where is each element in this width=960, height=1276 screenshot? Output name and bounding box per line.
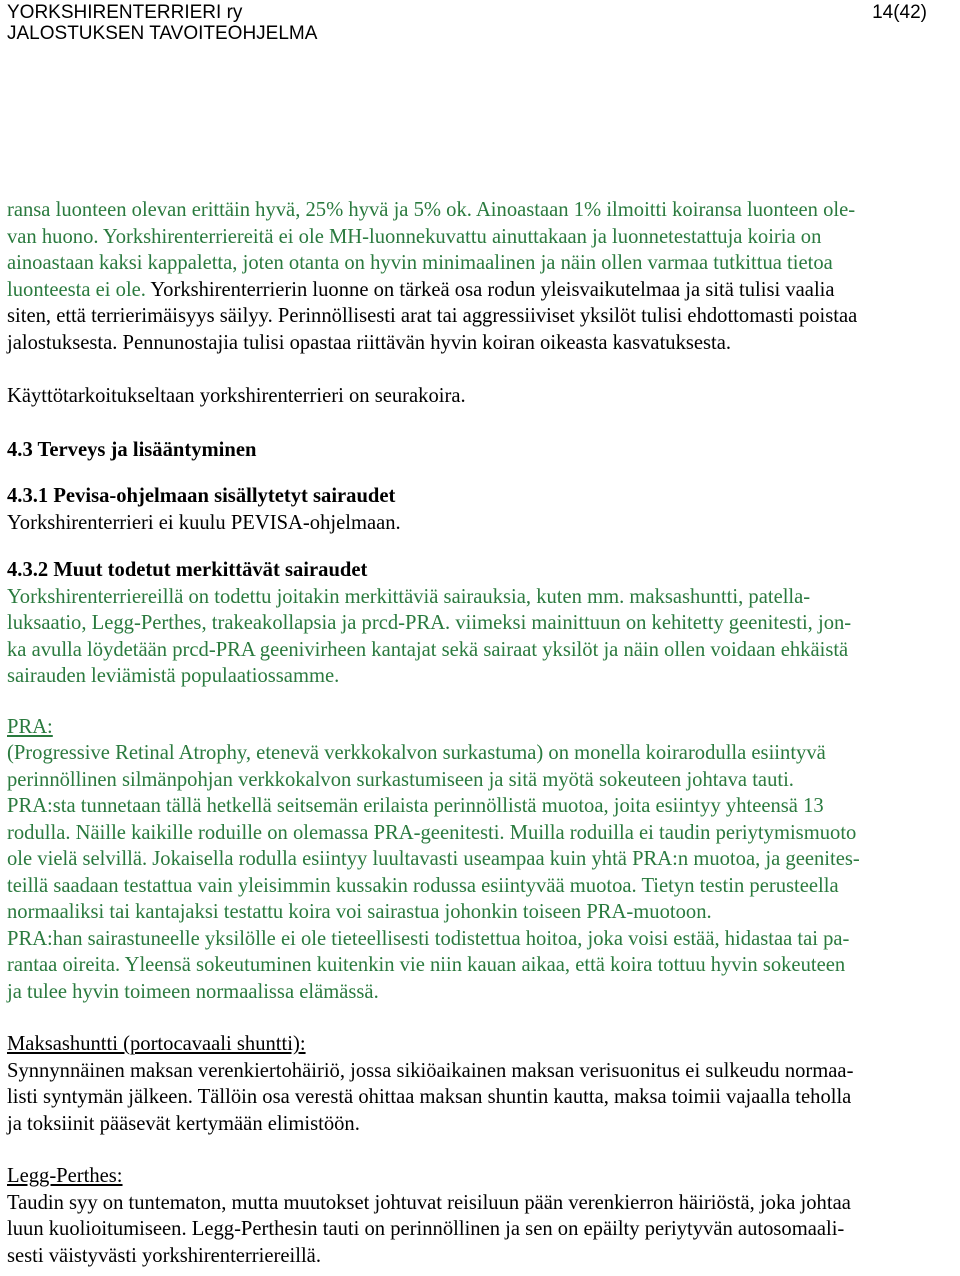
text-line <box>7 277 955 304</box>
temperament-paragraph <box>7 197 955 356</box>
text-line: teillä saadaan testattua vain yleisimmin kussakin rodussa esiintyvää muotoa. Tietyn testin perusteella <box>7 874 839 897</box>
text-line: ja toksiinit pääsevät kertymään elimistöön. <box>7 1112 360 1135</box>
usage-text: Käyttötarkoitukseltaan yorkshirenterrieri on seurakoira. <box>7 385 466 407</box>
text-line: normaaliksi tai kantajaksi testattu koira voi sairastua johonkin toiseen PRA-muotoon. <box>7 901 712 923</box>
document-body <box>7 197 955 1269</box>
text-line: PRA:sta tunnetaan tällä hetkellä seitsemän erilaista perinnöllistä muotoa, joita esiintyy yhteensä 13 <box>7 795 824 817</box>
shunt-title: Maksashuntti (portocavaali shuntti): <box>7 1033 306 1055</box>
text-line: PRA:han sairastuneelle yksilölle ei ole tieteellisesti todistettua hoitoa, joka voisi estää, hidastaa tai pa- <box>7 927 850 950</box>
pra-title: PRA: <box>7 715 53 738</box>
legg-perthes-section <box>7 1163 955 1269</box>
text-line: van huono. Yorkshirenterriereitä ei ole MH-luonnekuvattu ainuttakaan ja luonnetestattuja koiria on <box>7 225 822 248</box>
text-line: Synnynnäinen maksan verenkiertohäiriö, jossa sikiöaikainen maksan verisuonitus ei sulkeudu normaa- <box>7 1059 854 1082</box>
text-line: jalostuksesta. Pennunostajia tulisi opastaa riittävän hyvin koiran oikeasta kasvatuksesta. <box>7 331 732 354</box>
text-line: ja tulee hyvin toimeen normaalissa elämässä. <box>7 980 379 1003</box>
legg-perthes-title: Legg-Perthes: <box>7 1165 123 1187</box>
diseases-paragraph <box>7 584 955 690</box>
text-line: Taudin syy on tuntematon, mutta muutokset johtuvat reisiluun pään verenkierron häiriöstä, joka johtaa <box>7 1191 851 1214</box>
text-line: rodulla. Näille kaikille roduille on olemassa PRA-geenitesti. Muilla roduilla ei taudin periytymismuoto <box>7 821 857 844</box>
section-heading-4-3: 4.3 Terveys ja lisääntyminen <box>7 438 257 461</box>
text-line: perinnöllinen silmänpohjan verkkokalvon surkastumiseen ja sitä myötä sokeuteen johtava tauti. <box>7 768 794 791</box>
text-line: ole vielä selvillä. Jokaisella rodulla esiintyy luultavasti useampaa kuin yhtä PRA:n muotoa, ja geenites- <box>7 848 860 870</box>
text-line: luun kuolioitumiseen. Legg-Perthesin tauti on perinnöllinen ja sen on epäilty periytyvän autosomaali- <box>7 1218 845 1240</box>
text-line: (Progressive Retinal Atrophy, etenevä verkkokalvon surkastuma) on monella koirarodulla esiintyvä <box>7 742 826 764</box>
text-fragment: luonteesta ei ole. <box>7 278 146 301</box>
text-line: rantaa oireita. Yleensä sokeutuminen kuitenkin vie niin kauan aikaa, että koira tottuu hyvin sokeuteen <box>7 954 846 976</box>
text-line: sairauden leviämistä populaatiossamme. <box>7 665 340 687</box>
text-line: listi syntymän jälkeen. Tällöin osa verestä ohittaa maksan shuntin kautta, maksa toimii vajaalla teholla <box>7 1086 852 1108</box>
section-heading-4-3-1: 4.3.1 Pevisa-ohjelmaan sisällytetyt sairaudet <box>7 485 396 507</box>
header-document-title: JALOSTUKSEN TAVOITEOHJELMA <box>7 23 318 44</box>
text-line: ainoastaan kaksi kappaletta, joten otanta on hyvin minimaalinen ja näin ollen varmaa tutkittua tietoa <box>7 252 833 274</box>
text-line: siten, että terrierimäisyys säilyy. Perinnöllisesti arat tai aggressiiviset yksilöt tulisi ehdottomasti poistaa <box>7 305 858 327</box>
section-heading-4-3-2: 4.3.2 Muut todetut merkittävät sairaudet <box>7 559 368 581</box>
shunt-section <box>7 1031 955 1137</box>
header-page-number: 14(42) <box>872 2 927 23</box>
text-line: ransa luonteen olevan erittäin hyvä, 25% hyvä ja 5% ok. Ainoastaan 1% ilmoitti koiransa luonteen ole- <box>7 199 856 221</box>
text-line: ka avulla löydetään prcd-PRA geenivirheen kantajat sekä sairaat yksilöt ja näin ollen voidaan ehkäistä <box>7 638 849 661</box>
text-line: luksaatio, Legg-Perthes, trakeakollapsia ja prcd-PRA. viimeksi mainittuun on kehitetty geenitesti, jon- <box>7 612 852 634</box>
text-line: Yorkshirenterriereillä on todettu joitakin merkittäviä sairauksia, kuten mm. maksashuntti, patella- <box>7 585 811 608</box>
pra-section <box>7 714 955 1006</box>
pevisa-text: Yorkshirenterrieri ei kuulu PEVISA-ohjelmaan. <box>7 511 401 534</box>
text-fragment: Yorkshirenterrierin luonne on tärkeä osa rodun yleisvaikutelmaa ja sitä tulisi vaalia <box>145 278 835 301</box>
header-organization: YORKSHIRENTERRIERI ry <box>7 2 243 23</box>
text-line: sesti väistyvästi yorkshirenterriereillä. <box>7 1244 321 1267</box>
